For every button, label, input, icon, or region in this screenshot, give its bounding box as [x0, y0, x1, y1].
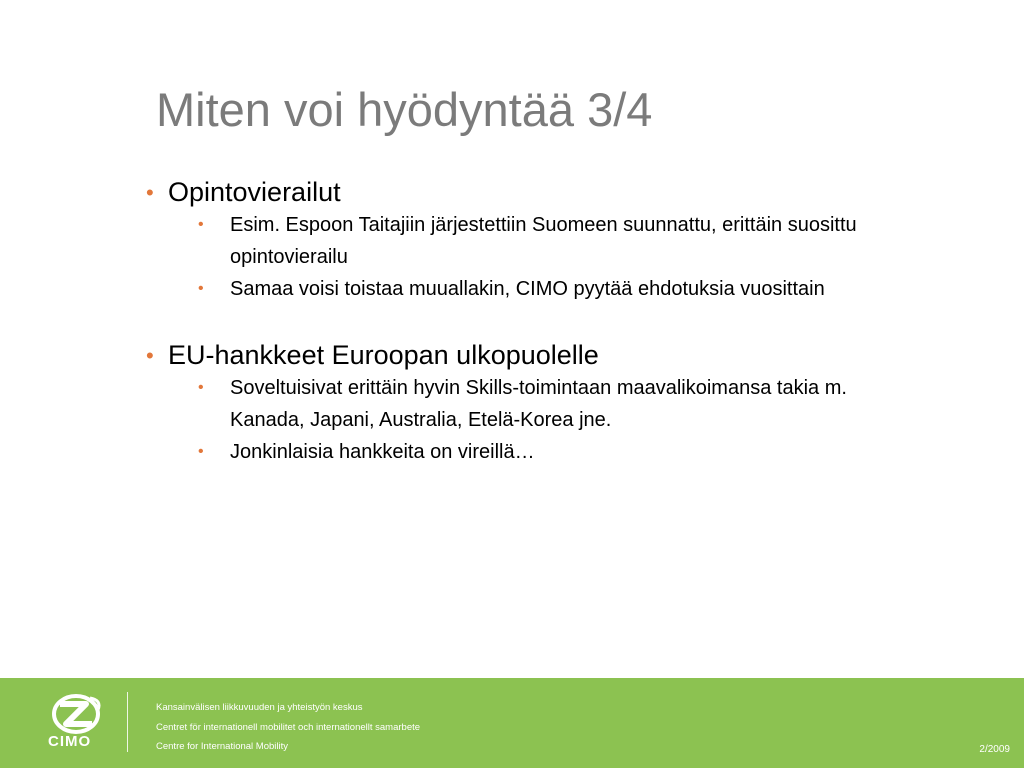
- footer-divider: [127, 692, 128, 752]
- bullet-level2: [198, 273, 870, 305]
- bullet-text: EU-hankkeet Euroopan ulkopuolelle: [168, 340, 599, 370]
- bullet-level1: [146, 339, 866, 372]
- footer-bar: [0, 678, 1024, 768]
- bullet-icon: •: [198, 379, 204, 396]
- bullet-text: Jonkinlaisia hankkeita on vireillä…: [230, 441, 535, 463]
- bullet-level1: [146, 176, 866, 209]
- bullet-text: Soveltuisivat erittäin hyvin Skills-toimintaan maavalikoimansa takia m. Kanada, Japani, Australia, Etelä-Korea jne.: [230, 377, 847, 431]
- bullet-icon: •: [146, 180, 154, 205]
- bullet-level2: [198, 372, 870, 436]
- bullet-text: Samaa voisi toistaa muuallakin, CIMO pyytää ehdotuksia vuosittain: [230, 278, 825, 300]
- bullet-icon: •: [146, 343, 154, 368]
- bullet-icon: •: [198, 443, 204, 460]
- bullet-level2: [198, 209, 870, 273]
- org-name-sv: Centret för internationell mobilitet och internationellt samarbete: [156, 722, 421, 733]
- org-name-fi: Kansainvälisen liikkuvuuden ja yhteistyön keskus: [156, 702, 363, 713]
- slide-date: 2/2009: [979, 744, 1010, 755]
- logo-text: CIMO: [48, 733, 92, 750]
- bullet-icon: •: [198, 216, 204, 233]
- org-name-en: Centre for International Mobility: [156, 741, 289, 752]
- bullet-text: Opintovierailut: [168, 177, 341, 207]
- spacer: [146, 305, 866, 339]
- slide-title: Miten voi hyödyntää 3/4: [156, 83, 653, 136]
- bullet-level2: [198, 436, 870, 468]
- slide-content: [146, 176, 866, 468]
- bullet-icon: •: [198, 280, 204, 297]
- bullet-text: Esim. Espoon Taitajiin järjestettiin Suomeen suunnattu, erittäin suosittu opintovierailu: [230, 214, 857, 268]
